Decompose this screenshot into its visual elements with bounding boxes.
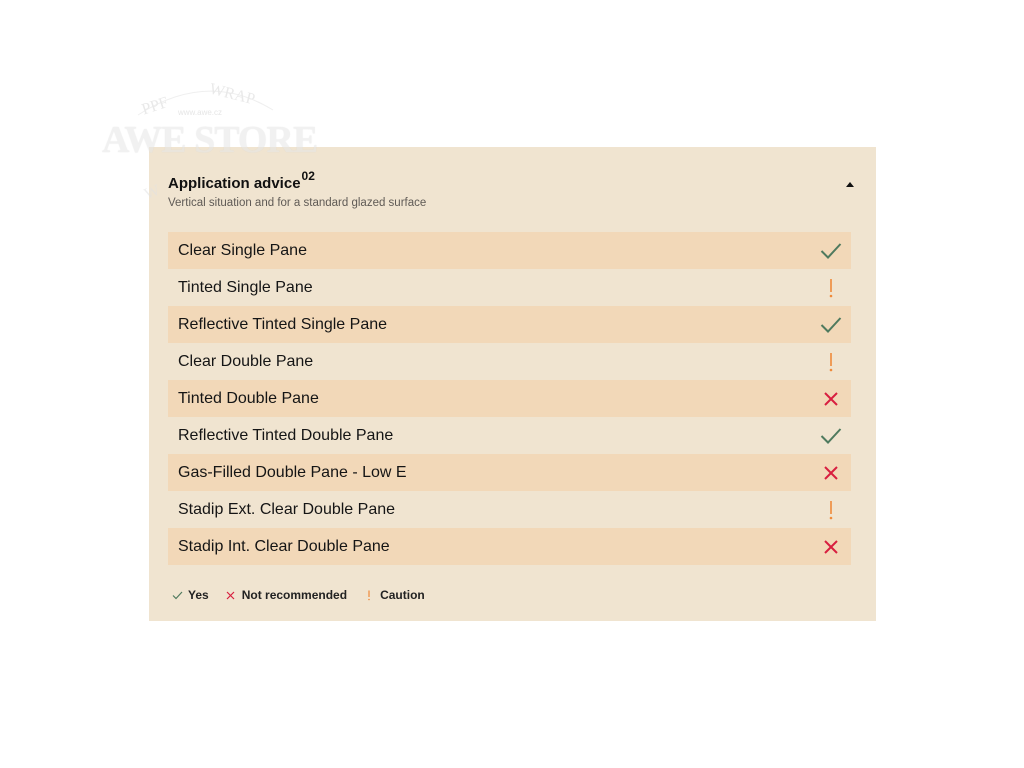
list-item-label: Reflective Tinted Double Pane bbox=[178, 426, 394, 444]
list-item-label: Clear Double Pane bbox=[178, 352, 314, 370]
panel-title bbox=[168, 171, 315, 192]
list-item-label: Reflective Tinted Single Pane bbox=[178, 315, 388, 333]
list-item-label: Stadip Ext. Clear Double Pane bbox=[178, 500, 396, 518]
list-item bbox=[168, 454, 851, 491]
panel-title-sup: 02 bbox=[301, 169, 315, 183]
exclamation-icon bbox=[819, 276, 843, 300]
list-item bbox=[168, 269, 851, 306]
list-item bbox=[168, 528, 851, 565]
panel-subtitle: Vertical situation and for a standard glazed surface bbox=[168, 197, 427, 209]
exclamation-icon bbox=[819, 350, 843, 374]
panel-header[interactable] bbox=[168, 171, 857, 209]
cross-icon bbox=[819, 461, 843, 485]
list-item bbox=[168, 380, 851, 417]
application-advice-panel bbox=[149, 147, 876, 621]
exclamation-icon bbox=[819, 498, 843, 522]
legend-label-not-recommended: Not recommended bbox=[241, 588, 348, 602]
check-icon bbox=[819, 313, 843, 337]
list-item bbox=[168, 417, 851, 454]
svg-text:WRAP: WRAP bbox=[207, 80, 257, 109]
list-item bbox=[168, 343, 851, 380]
svg-text:W: W bbox=[142, 181, 163, 204]
legend-item-yes bbox=[171, 588, 209, 602]
check-icon bbox=[819, 424, 843, 448]
check-icon bbox=[819, 239, 843, 263]
legend bbox=[171, 588, 441, 602]
list-item-label: Tinted Single Pane bbox=[178, 278, 313, 296]
watermark-url: www.awe.cz bbox=[178, 108, 223, 117]
list-item bbox=[168, 491, 851, 528]
legend-label-yes: Yes bbox=[188, 588, 209, 602]
cross-icon bbox=[819, 387, 843, 411]
cross-icon bbox=[819, 535, 843, 559]
list-item-label: Tinted Double Pane bbox=[178, 389, 319, 407]
svg-text:PPF: PPF bbox=[139, 94, 171, 119]
exclamation-icon bbox=[363, 589, 375, 601]
list-item bbox=[168, 232, 851, 269]
legend-label-caution: Caution bbox=[380, 588, 425, 602]
list-item bbox=[168, 306, 851, 343]
cross-icon bbox=[225, 589, 237, 601]
check-icon bbox=[171, 589, 183, 601]
watermark-text: AWE STORE bbox=[102, 119, 318, 161]
legend-item-not-recommended bbox=[225, 588, 347, 602]
list-item-label: Gas-Filled Double Pane - Low E bbox=[178, 463, 407, 481]
panel-title-text: Application advice bbox=[168, 175, 301, 192]
glazing-list bbox=[168, 232, 851, 565]
legend-item-caution bbox=[363, 588, 425, 602]
list-item-label: Clear Single Pane bbox=[178, 241, 307, 259]
chevron-up-icon[interactable] bbox=[843, 179, 857, 193]
list-item-label: Stadip Int. Clear Double Pane bbox=[178, 537, 390, 555]
